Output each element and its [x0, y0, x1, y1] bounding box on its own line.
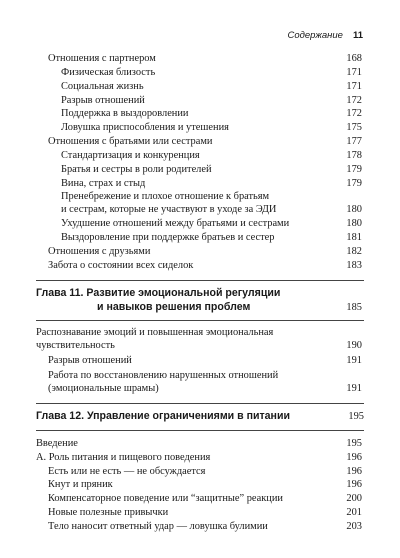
toc-entry: [36, 66, 364, 80]
toc-entry-page: 171: [346, 66, 362, 78]
toc-entry: [36, 451, 364, 465]
running-header-title: Содержание: [287, 30, 343, 41]
toc-entry-page: 171: [346, 80, 362, 92]
toc-entry-label-line1: Пренебрежение и плохое отношение к братьям: [61, 191, 270, 203]
toc-entry-label-line2: и сестрам, которые не участвуют в уходе за ЭДИ: [61, 204, 277, 216]
toc-entry: [36, 52, 364, 66]
table-of-contents: [36, 52, 364, 534]
chapter-12-heading: [36, 410, 364, 424]
toc-entry-label: Стандартизация и конкуренция: [61, 149, 200, 161]
toc-entry-label: Ловушка приспособления и утешения: [61, 122, 229, 134]
toc-entry: [36, 259, 364, 273]
toc-entry-page: 190: [346, 340, 362, 352]
divider: [36, 403, 364, 404]
toc-entry: [36, 478, 364, 492]
toc-entry-page: 172: [346, 94, 362, 106]
toc-entry-label-line2: чувствительность: [36, 340, 115, 352]
toc-entry-page: 180: [346, 218, 362, 230]
divider: [36, 280, 364, 281]
chapter-title-line1: Глава 11. Развитие эмоциональной регуляции: [36, 287, 281, 300]
toc-entry-page: 177: [346, 136, 362, 148]
toc-entry: [36, 520, 364, 534]
toc-entry: [36, 245, 364, 259]
toc-entry: [36, 217, 364, 231]
toc-entry-label: Забота о состоянии всех сиделок: [48, 259, 194, 271]
toc-entry: [36, 354, 364, 368]
toc-entry-page: 203: [346, 521, 362, 532]
toc-entry-page: 181: [346, 231, 362, 243]
toc-entry-label: Разрыв отношений: [48, 355, 132, 366]
page-number: 11: [352, 30, 363, 41]
toc-entry: [36, 492, 364, 506]
chapter-title: Глава 12. Управление ограничениями в питании: [36, 410, 290, 423]
toc-entry-label: Введение: [36, 437, 78, 449]
toc-entry: [36, 231, 364, 245]
toc-entry-label: Поддержка в выздоровлении: [61, 108, 189, 120]
toc-entry-label: Братья и сестры в роли родителей: [61, 163, 212, 175]
chapter-page: 195: [348, 411, 364, 423]
toc-entry-page: 196: [346, 451, 362, 463]
toc-entry: [36, 80, 364, 94]
toc-entry-label-line1: Распознавание эмоций и повышенная эмоциональная: [36, 327, 274, 339]
toc-entry-label: Кнут и пряник: [48, 479, 113, 491]
toc-entry-page: 180: [346, 204, 362, 216]
toc-entry-label: Физическая близость: [61, 66, 156, 78]
toc-entry-page: 196: [346, 479, 362, 491]
toc-entry: [36, 191, 364, 217]
divider: [36, 430, 364, 431]
toc-entry-page: 195: [346, 437, 362, 449]
toc-entry-page: 179: [346, 177, 362, 189]
toc-entry-page: 183: [346, 259, 362, 271]
toc-entry-page: 179: [346, 163, 362, 175]
toc-entry-page: 182: [346, 245, 362, 257]
toc-entry-label-line2: (эмоциональные шрамы): [48, 382, 159, 394]
toc-entry: [36, 121, 364, 135]
toc-entry: [36, 149, 364, 163]
toc-entry-label: Компенсаторное поведение или “защитные” реакции: [48, 493, 283, 505]
toc-entry-label: Отношения с друзьями: [48, 245, 151, 257]
toc-entry-page: 178: [346, 149, 362, 161]
toc-entry-label: Ухудшение отношений между братьями и сестрами: [61, 218, 290, 230]
chapter-title-line2: и навыков решения проблем: [97, 300, 251, 313]
toc-entry-page: 196: [346, 465, 362, 477]
toc-entry-page: 201: [346, 507, 362, 519]
toc-entry-label: Есть или не есть — не обсуждается: [48, 465, 206, 477]
toc-entry: [36, 465, 364, 479]
running-header: [287, 30, 363, 41]
toc-entry-label: Тело наносит ответный удар — ловушка булимии: [48, 521, 268, 532]
toc-entry: [36, 327, 364, 353]
chapter-11-heading: [36, 287, 364, 314]
toc-entry-label: Выздоровление при поддержке братьев и сестер: [61, 231, 275, 243]
toc-entry-page: 191: [346, 355, 362, 366]
toc-entry-page: 172: [346, 108, 362, 120]
toc-entry-label: Отношения с братьями или сестрами: [48, 136, 213, 148]
toc-entry-label-line1: Работа по восстановлению нарушенных отношений: [48, 369, 279, 381]
toc-entry-label: Разрыв отношений: [61, 94, 145, 106]
toc-entry: [36, 506, 364, 520]
toc-entry: [36, 135, 364, 149]
toc-entry: [36, 177, 364, 191]
toc-entry-page: 175: [346, 122, 362, 134]
toc-entry: [36, 370, 364, 396]
toc-entry: [36, 437, 364, 451]
toc-entry: [36, 163, 364, 177]
toc-entry-label: Социальная жизнь: [61, 80, 144, 92]
toc-entry-page: 200: [346, 493, 362, 505]
toc-entry-page: 191: [346, 382, 362, 394]
chapter-page: 185: [346, 301, 362, 313]
toc-entry-label: Новые полезные привычки: [48, 507, 169, 519]
toc-entry-label: Отношения с партнером: [48, 53, 156, 64]
divider: [36, 320, 364, 321]
toc-entry-page: 168: [346, 53, 362, 64]
toc-entry-label: А. Роль питания и пищевого поведения: [36, 451, 211, 463]
toc-entry: [36, 94, 364, 108]
toc-entry-label: Вина, страх и стыд: [61, 177, 146, 189]
toc-entry: [36, 107, 364, 121]
